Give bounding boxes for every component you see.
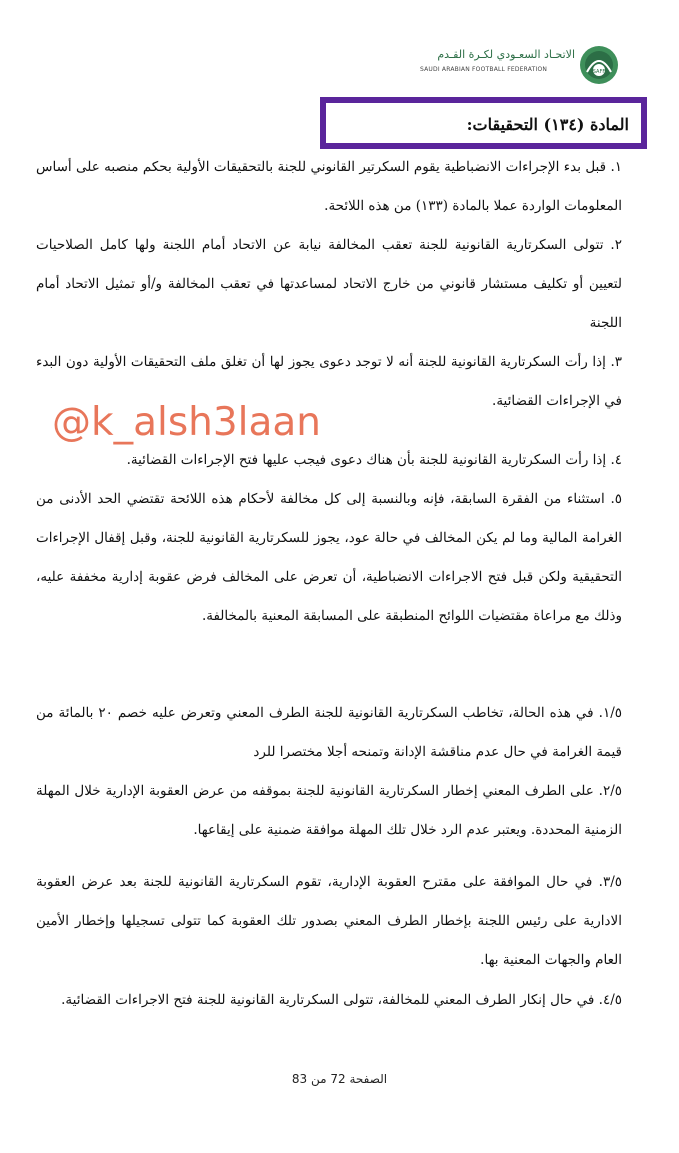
article-title: المادة (١٣٤) التحقيقات:: [466, 115, 629, 134]
logo-arabic-text: الاتحـاد السعـودي لكـرة القـدم: [437, 48, 575, 61]
emblem-text: SAFF: [592, 69, 606, 75]
paragraph-5-3: ٣/٥. في حال الموافقة على مقترح العقوبة الإدارية، تقوم السكرتارية القانونية للجنة بعد عرض العقوبة الادارية على رئيس اللجنة بإخطار الطرف المعني بصدور تلك العقوبة كما تتولى تسجيلها وإخطار الأمين العام والجهات المعنية بها.: [36, 874, 622, 968]
watermark-handle: @k_alsh3laan: [52, 400, 322, 445]
football-emblem-icon: [578, 44, 620, 86]
paragraph-5-1: ١/٥. في هذه الحالة، تخاطب السكرتارية القانونية للجنة الطرف المعني وتعرض عليه خصم ٢٠ بالمائة من قيمة الغرامة في حال عدم مناقشة الإدانة وتمنحه أجلا مختصرا للرد: [36, 705, 622, 760]
logo-english-text: SAUDI ARABIAN FOOTBALL FEDERATION: [420, 66, 548, 73]
article-title-box: [320, 97, 647, 149]
page-number: الصفحة 72 من 83: [291, 1072, 388, 1086]
paragraph-4: ٤. إذا رأت السكرتارية القانونية للجنة بأن هناك دعوى فيجب عليها فتح الإجراءات القضائية.: [126, 452, 622, 468]
paragraph-2: ٢. تتولى السكرتارية القانونية للجنة تعقب المخالفة نيابة عن الاتحاد أمام اللجنة ولها كامل الصلاحيات لتعيين أو تكليف مستشار قانوني من خارج الاتحاد لمساعدتها في تعقب المخالفة و/أو تمثيل الاتحاد أمام اللجنة: [36, 237, 622, 331]
paragraph-5-2: ٢/٥. على الطرف المعني إخطار السكرتارية القانونية للجنة بموقفه من عرض العقوبة الإدارية خلال المهلة الزمنية المحددة. ويعتبر عدم الرد خلال تلك المهلة موافقة ضمنية على إيقاعها.: [36, 783, 622, 838]
paragraph-1: ١. قبل بدء الإجراءات الانضباطية يقوم السكرتير القانوني للجنة بالتحقيقات الأولية بحكم منصبه على أساس المعلومات الواردة عملا بالمادة (١٣٣) من هذه اللائحة.: [36, 159, 622, 214]
federation-logo: [420, 42, 620, 90]
paragraph-5-4: ٤/٥. في حال إنكار الطرف المعني للمخالفة، تتولى السكرتارية القانونية للجنة فتح الاجراءات القضائية.: [61, 992, 622, 1008]
paragraph-5: ٥. استثناء من الفقرة السابقة، فإنه وبالنسبة إلى كل مخالفة لأحكام هذه اللائحة تقتضي الحد الأدنى من الغرامة المالية وما لم يكن المخالف في حالة عود، يجوز للسكرتارية القانونية للجنة، وقبل إقفال الإجراءات التحقيقية ولكن قبل فتح الاجراءات الانضباطية، أن تعرض على المخالف فرض عقوبة إدارية مخففة عليه، وذلك مع مراعاة مقتضيات اللوائح المنطبقة على المسابقة المعنية بالمخالفة.: [36, 491, 622, 624]
paragraph-3: ٣. إذا رأت السكرتارية القانونية للجنة أنه لا توجد دعوى يجوز لها أن تغلق ملف التحقيقات الأولية دون البدء في الإجراءات القضائية.: [36, 354, 622, 409]
